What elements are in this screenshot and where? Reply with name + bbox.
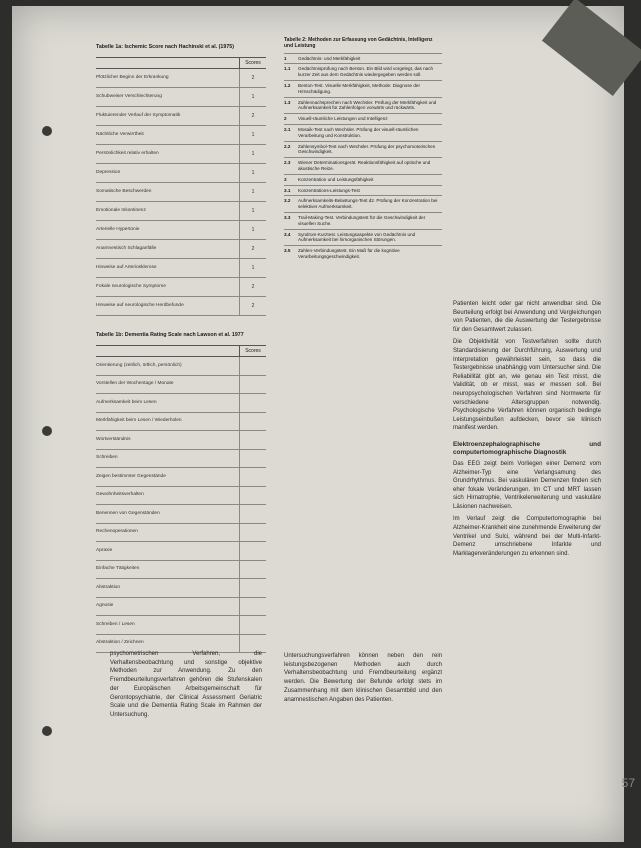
- table-row: [96, 468, 266, 487]
- row-score: [239, 357, 266, 375]
- method-text: Gedächtnis- und Merkfähigkeit: [298, 55, 361, 61]
- row-score: 2: [239, 297, 266, 315]
- method-number: 1: [284, 55, 287, 61]
- row-score: 2: [239, 69, 266, 87]
- row-label: Emotionale Inkontinenz: [96, 208, 146, 213]
- row-score: [239, 394, 266, 412]
- row-label: Plötzlicher Beginn der Erkrankung: [96, 75, 169, 80]
- table-row: [96, 145, 266, 164]
- method-row: [284, 141, 442, 158]
- right-text-column: [453, 300, 601, 558]
- method-row: [284, 229, 442, 246]
- row-label: Wortverständnis: [96, 436, 131, 442]
- method-text: Gedächtnisprüfung nach Benton. Ein Bild wird vorgelegt, das nach kurzer Zeit aus dem Gedächtnis wiedergegeben werden soll.: [298, 66, 434, 78]
- table-row: [96, 357, 266, 376]
- table-row: [96, 505, 266, 524]
- table-title: Tabelle 1a: Ischemic Score nach Hachinski et al. (1975): [96, 44, 234, 50]
- method-row: [284, 212, 442, 229]
- row-label: Schreiben: [96, 455, 118, 461]
- method-number: 2: [284, 116, 287, 122]
- row-label: Vorstellen der Wochentage / Monate: [96, 381, 174, 387]
- method-number: 1.2: [284, 82, 291, 88]
- method-text: Visuell-räumliche Leistungen und Intelligenz: [298, 116, 388, 122]
- row-label: Benennen von Gegenständen: [96, 510, 160, 516]
- row-label: Anamnestisch Schlaganfälle: [96, 246, 157, 251]
- row-score: [239, 468, 266, 486]
- paragraph: Untersuchungsverfahren können neben den rein leistungsbezogenen Methoden auch durch Verhaltensbeobachtung und Fremdbeurteilung ergänzt werden. Die Bewertung der Befunde erfolgt stets im Zusammenhang mit dem klinischen Gesamtbild und den anamnestischen Angaben des Patienten.: [284, 653, 442, 703]
- table-title: Tabelle 2: Methoden zur Erfassung von Gedächtnis, Intelligenz und Leistung: [284, 37, 433, 49]
- row-score: [239, 413, 266, 431]
- row-score: [239, 561, 266, 579]
- row-score: [239, 487, 266, 505]
- table-row: [96, 376, 266, 395]
- paragraph: psychometrischen Verfahren, die Verhaltensbeobachtung und sonstige objektive Methoden zur Anwendung. Zu den Fremdbeurteilungsverfahren gehören die Stufenskalen der Europäischen Arbeitsgemeinschaft für Gerontopsychiatrie, der Clinical Assessment Geriatric Scale und die Dementia Rating Scale im Rahmen der Untersuchung.: [110, 651, 262, 718]
- row-label: Abstraktion / Zeichnen: [96, 640, 144, 646]
- method-text: Benton-Test. Visuelle Merkfähigkeit, Methode: Diagnose der Hirnschädigung.: [298, 82, 420, 94]
- method-row: [284, 97, 442, 114]
- row-label: Apraxie: [96, 547, 113, 553]
- row-label: Depression: [96, 170, 121, 175]
- table-header: [96, 345, 266, 357]
- table-methods: [284, 38, 442, 262]
- table-row: [96, 413, 266, 432]
- method-number: 3.1: [284, 187, 291, 193]
- row-score: 1: [239, 202, 266, 220]
- method-row: [284, 157, 442, 174]
- row-label: Schubweiser Verschlechterung: [96, 94, 162, 99]
- table-row: [96, 561, 266, 580]
- row-score: [239, 431, 266, 449]
- paragraph: Das EEG zeigt beim Vorliegen einer Demenz vom Alzheimer-Typ eine Verlangsamung des Grundrhythmus. Bei vaskulären Demenzen finden sich eher fokale Veränderungen. Im CT und MRT lassen sich Hirnatrophie, Ventrikelerweiterung und vaskuläre Läsionen nachweisen.: [453, 460, 601, 510]
- table-row: [96, 69, 266, 88]
- row-label: Agnosie: [96, 603, 114, 609]
- row-label: Persönlichkeit relativ erhalten: [96, 151, 159, 156]
- method-row: [284, 195, 442, 212]
- table-row: [96, 259, 266, 278]
- table-row: [96, 221, 266, 240]
- method-number: 2.2: [284, 143, 291, 149]
- row-label: Orientierung (zeitlich, örtlich, persönlich): [96, 362, 182, 368]
- row-score: [239, 542, 266, 560]
- paragraph: Die Objektivität von Testverfahren sollte durch Standardisierung der Durchführung, Auswertung und Interpretation gewährleistet sein, so dass die Testergebnisse unabhängig vom Untersucher sind. Die Reliabilität gibt an, wie genau ein Test misst, die Validität, ob er misst, was er messen soll. Bei neuropsychologischen Verfahren sind Normwerte für verschiedene Altersgruppen notwendig. Psychologische Verfahren können organisch bedingte Leistungseinbußen aufdecken, bevor sie klinisch manifest werden.: [453, 339, 601, 432]
- row-score: [239, 505, 266, 523]
- table-row: [96, 579, 266, 598]
- row-score: 1: [239, 259, 266, 277]
- row-score: [239, 376, 266, 394]
- row-score: 1: [239, 145, 266, 163]
- row-score: 1: [239, 88, 266, 106]
- row-label: Zeigen bestimmter Gegenstände: [96, 473, 166, 479]
- score-header: Scores: [239, 58, 266, 68]
- row-score: 1: [239, 221, 266, 239]
- row-label: Nächtliche Verwirrtheit: [96, 132, 144, 137]
- method-text: Syndrom-Kurztest. Leistungsaspekte von Gedächtnis und Aufmerksamkeit bei hirnorganischen Störungen.: [298, 231, 416, 243]
- method-row: [284, 113, 442, 124]
- method-row: [284, 245, 442, 262]
- row-label: Gewohnheitsverhalten: [96, 492, 144, 498]
- method-number: 3.2: [284, 198, 291, 204]
- row-label: Hinweise auf Arteriosklerose: [96, 265, 157, 270]
- table-row: [96, 431, 266, 450]
- punch-hole: [42, 426, 52, 436]
- table-row: [96, 107, 266, 126]
- method-text: Wiener Determinationsgerät. Reaktionsfähigkeit auf optische und akustische Reize.: [298, 160, 431, 171]
- punch-hole: [42, 126, 52, 136]
- method-row: [284, 124, 442, 141]
- row-score: 2: [239, 240, 266, 258]
- row-label: Abstraktion: [96, 584, 120, 590]
- row-label: Einfache Tätigkeiten: [96, 566, 140, 572]
- row-score: 2: [239, 107, 266, 125]
- row-score: 1: [239, 183, 266, 201]
- table-title: Tabelle 1b: Dementia Rating Scale nach Lawson et al. 1977: [96, 332, 244, 338]
- table-row: [96, 394, 266, 413]
- method-text: Konzentrations-Leistungs-Test: [298, 187, 360, 193]
- table-row: [96, 202, 266, 221]
- punch-hole: [42, 726, 52, 736]
- method-row: [284, 53, 442, 64]
- paragraph: Patienten leicht oder gar nicht anwendbar sind. Die Beurteilung erfolgt bei Anwendung und Vergleichungen von Patienten, die die Auswertung der Testergebnisse für den Gesamtwert zulassen.: [453, 301, 601, 333]
- method-text: Konzentration und Leistungsfähigkeit: [298, 176, 374, 182]
- row-score: [239, 450, 266, 468]
- method-text: Zahlensymbol-Test nach Wechsler. Prüfung der psychomotorischen Geschwindigkeit.: [298, 143, 436, 155]
- method-number: 2.1: [284, 126, 291, 132]
- row-label: Fluktuierender Verlauf der Symptomatik: [96, 113, 181, 118]
- table-row: [96, 616, 266, 635]
- method-number: 3.5: [284, 248, 291, 254]
- method-text: Zahlennachsprechen nach Wechsler. Prüfung der Merkfähigkeit und Aufmerksamkeit für Zahlenfolgen vorwärts und rückwärts.: [298, 99, 437, 111]
- method-row: [284, 174, 442, 185]
- bottom-text-left: [110, 650, 262, 720]
- table-ischemic-score: [96, 44, 266, 316]
- section-heading: Elektroenzephalographische und computertomographische Diagnostik: [453, 440, 601, 456]
- row-score: 2: [239, 278, 266, 296]
- table-row: [96, 450, 266, 469]
- table-row: [96, 164, 266, 183]
- table-row: [96, 542, 266, 561]
- row-score: [239, 598, 266, 616]
- table-row: [96, 487, 266, 506]
- row-score: 1: [239, 126, 266, 144]
- row-score: [239, 524, 266, 542]
- method-row: [284, 63, 442, 80]
- method-text: Trail-Making-Test. Verbindungstest für die Geschwindigkeit der visuellen Suche.: [298, 214, 426, 226]
- method-text: Mosaik-Test nach Wechsler. Prüfung der visuell-räumlichen Verarbeitung und Konstruktion.: [298, 126, 419, 138]
- method-number: 3: [284, 176, 287, 182]
- table-header: [96, 57, 266, 69]
- paragraph: Im Verlauf zeigt die Computertomographie bei Alzheimer-Krankheit eine zunehmende Erweiterung der Ventrikel und Sulci, während bei der Multi-Infarkt-Demenz umschriebene Infarkte und Marklagerveränderungen zu erkennen sind.: [453, 516, 601, 557]
- table-row: [96, 240, 266, 259]
- row-label: Schreiben / Lesen: [96, 621, 135, 627]
- row-label: Somatische Beschwerden: [96, 189, 152, 194]
- row-score: 1: [239, 164, 266, 182]
- table-row: [96, 278, 266, 297]
- method-text: Aufmerksamkeits-Belastungs-Test d2. Prüfung der Konzentration bei selektiver Aufmerksamkeit.: [298, 198, 438, 210]
- row-score: [239, 616, 266, 634]
- table-dementia-rating: [96, 332, 266, 653]
- row-label: Merkfähigkeit beim Lesen / Wiederholen: [96, 418, 182, 424]
- row-label: Fokale neurologische Symptome: [96, 284, 166, 289]
- row-label: Arterielle Hypertonie: [96, 227, 140, 232]
- method-number: 1.3: [284, 99, 291, 105]
- table-row: [96, 126, 266, 145]
- row-label: Hinweise auf neurologische Herdbefunde: [96, 303, 184, 308]
- row-label: Rechenoperationen: [96, 529, 138, 535]
- table-row: [96, 183, 266, 202]
- page-number: 57: [621, 776, 635, 790]
- method-number: 2.3: [284, 160, 291, 166]
- score-header: Scores: [239, 346, 266, 356]
- row-label: Aufmerksamkeit beim Lesen: [96, 399, 157, 405]
- method-number: 3.4: [284, 231, 291, 237]
- method-text: Zahlen-Verbindungstest. Ein Maß für die kognitive Verarbeitungsgeschwindigkeit.: [298, 248, 400, 259]
- method-row: [284, 185, 442, 196]
- method-row: [284, 80, 442, 97]
- row-score: [239, 579, 266, 597]
- table-row: [96, 524, 266, 543]
- method-number: 1.1: [284, 66, 291, 72]
- table-row: [96, 88, 266, 107]
- table-row: [96, 297, 266, 316]
- method-number: 3.3: [284, 214, 291, 220]
- bottom-text-middle: [284, 652, 442, 704]
- table-row: [96, 598, 266, 617]
